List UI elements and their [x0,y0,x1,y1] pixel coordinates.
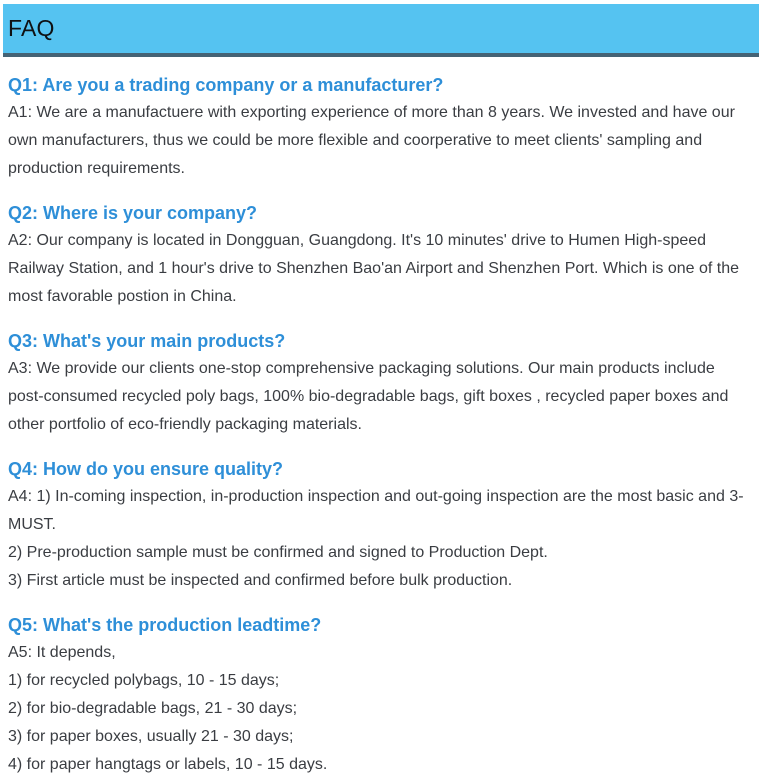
faq-answer-line: A5: It depends, [8,644,116,661]
faq-answer-line: 2) for bio-degradable bags, 21 - 30 days; [8,700,298,717]
faq-answer-line: A1: We are a manufactuere with exporting experience of more than 8 years. We invested and have our own manufacturers, thus we could be more flexible and coorperative to meet clients' sampling and production requirements. [8,104,735,177]
faq-answer-line: A2: Our company is located in Dongguan, Guangdong. It's 10 minutes' drive to Humen High-speed Railway Station, and 1 hour's drive to Shenzhen Bao'an Airport and Shenzhen Port. Which is one of the most favorable postion in China. [8,232,739,305]
faq-answer-line: 1) for recycled polybags, 10 - 15 days; [8,672,280,689]
faq-answer-line: 4) for paper hangtags or labels, 10 - 15 days. [8,756,328,773]
faq-answer-line: A3: We provide our clients one-stop comprehensive packaging solutions. Our main products include post-consumed recycled poly bags, 100% bio-degradable bags, gift boxes , recycled paper boxes and other portfolio of eco-friendly packaging materials. [8,360,729,433]
faq-answer [8,99,751,183]
faq-question: Q5: What's the production leadtime? [8,615,322,635]
faq-question: Q1: Are you a trading company or a manufacturer? [8,75,444,95]
faq-header-bar [3,4,759,57]
faq-item [8,458,751,595]
faq-item [8,330,751,439]
faq-list [0,74,765,779]
faq-answer [8,639,751,779]
faq-answer-line: 3) for paper boxes, usually 21 - 30 days; [8,728,294,745]
faq-answer-line: A4: 1) In-coming inspection, in-production inspection and out-going inspection are the most basic and 3-MUST. [8,488,744,533]
faq-item [8,614,751,779]
faq-question: Q3: What's your main products? [8,331,286,351]
faq-answer-line: 3) First article must be inspected and confirmed before bulk production. [8,572,513,589]
faq-question: Q2: Where is your company? [8,203,258,223]
faq-item [8,74,751,183]
faq-answer-line: 2) Pre-production sample must be confirmed and signed to Production Dept. [8,544,548,561]
page-title: FAQ [8,15,55,41]
faq-item [8,202,751,311]
faq-answer [8,227,751,311]
faq-answer [8,483,751,595]
faq-question: Q4: How do you ensure quality? [8,459,284,479]
faq-answer [8,355,751,439]
